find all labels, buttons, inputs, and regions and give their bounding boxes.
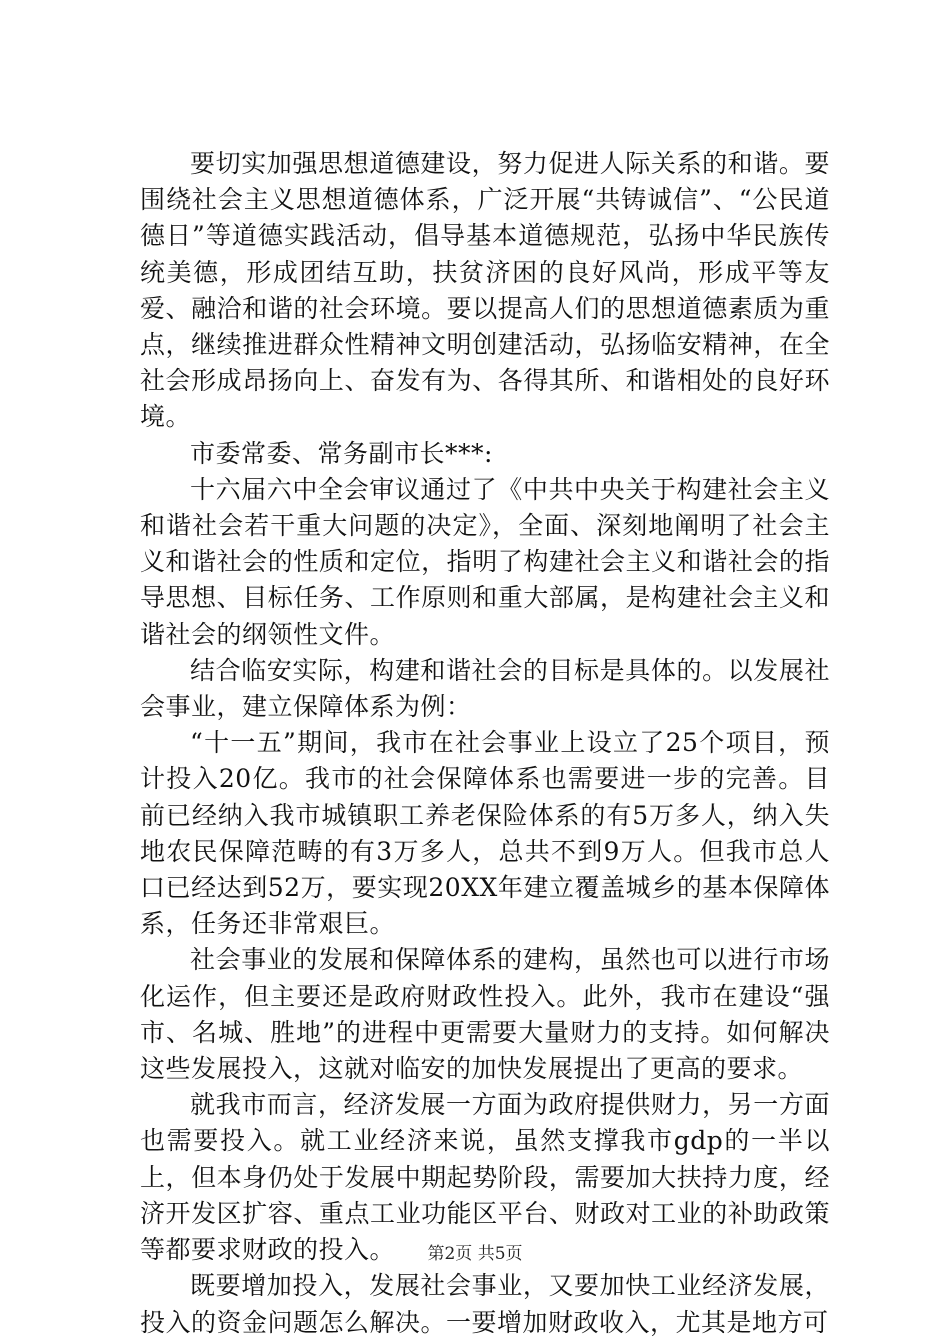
paragraph-fiscal-investment: 社会事业的发展和保障体系的建构，虽然也可以进行市场化运作，但主要还是政府财政性投入。此外，我市在建设“强市、名城、胜地”的进程中更需要大量财力的支持。如何解决这些发展投入，这就对临安的加快发展提出了更高的要求。 bbox=[140, 945, 830, 1084]
paragraph-moral-construction: 要切实加强思想道德建设，努力促进人际关系的和谐。要围绕社会主义思想道德体系，广泛开展“共铸诚信”、“公民道德日”等道德实践活动，倡导基本道德规范，弘扬中华民族传统美德，形成团结互助，扶贫济困的良好风尚，形成平等友爱、融洽和谐的社会环境。要以提高人们的思想道德素质为重点，继续推进群众性精神文明创建活动，弘扬临安精神，在全社会形成昂扬向上、奋发有为、各得其所、和谐相处的良好环境。 bbox=[140, 149, 830, 432]
paragraph-plenary-decision: 十六届六中全会审议通过了《中共中央关于构建社会主义和谐社会若干重大问题的决定》，全面、深刻地阐明了社会主义和谐社会的性质和定位，指明了构建社会主义和谐社会的指导思想、目标任务、工作原则和重大部属，是构建社会主义和谐社会的纲领性文件。 bbox=[140, 474, 830, 649]
paragraph-lin-an-goals: 结合临安实际，构建和谐社会的目标是具体的。以发展社会事业，建立保障体系为例： bbox=[140, 655, 830, 722]
paragraph-speaker-heading: 市委常委、常务副市长***: bbox=[190, 438, 493, 468]
page-number-footer: 第2页 共5页 bbox=[427, 1244, 523, 1264]
document-body bbox=[140, 146, 830, 1341]
paragraph-industrial-economy: 就我市而言，经济发展一方面为政府提供财力，另一方面也需要投入。就工业经济来说，虽然支撑我市gdp的一半以上，但本身仍处于发展中期起势阶段，需要加大扶持力度，经济开发区扩容、重点工业功能区平台、财政对工业的补助政策等都要求财政的投入。 bbox=[140, 1090, 830, 1265]
paragraph-funding-question: 既要增加投入，发展社会事业，又要加快工业经济发展，投入的资金问题怎么解决。一要增加财政收入，尤其是地方可 bbox=[140, 1271, 830, 1337]
paragraph-social-security: “十一五”期间，我市在社会事业上设立了25个项目，预计投入20亿。我市的社会保障体系也需要进一步的完善。目前已经纳入我市城镇职工养老保险体系的有5万多人，纳入失地农民保障范畴的有3万多人，总共不到9万人。但我市总人口已经达到52万，要实现20XX年建立覆盖城乡的基本保障体系，任务还非常艰巨。 bbox=[140, 728, 830, 939]
